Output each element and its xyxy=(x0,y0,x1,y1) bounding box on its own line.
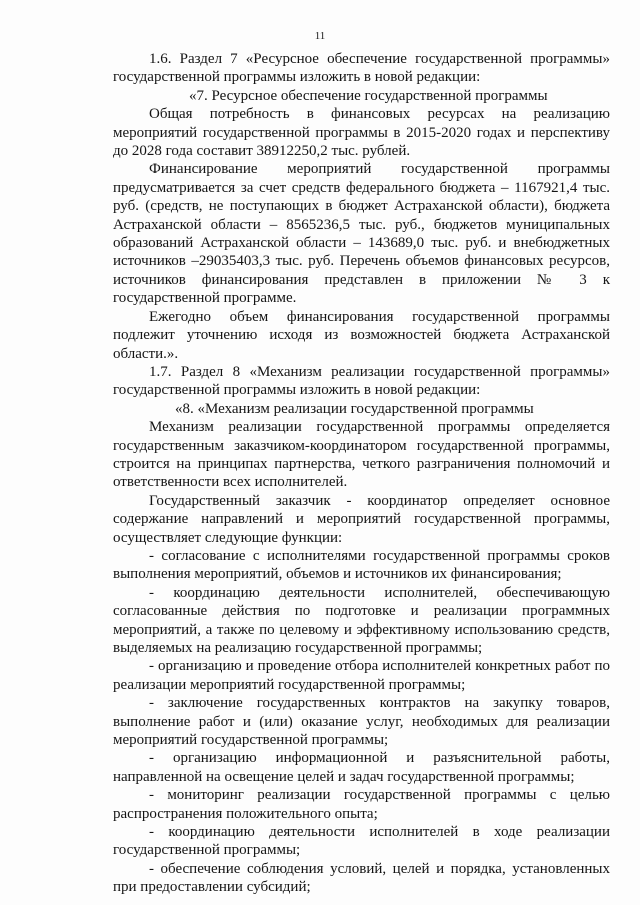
list-item-function: - согласование с исполнителями государственной программы сроков выполнения мероприятий, объемов и источников их финансирования; xyxy=(113,547,610,583)
paragraph-amendment-section-8: 1.7. Раздел 8 «Механизм реализации государственной программы» государственной программы изложить в новой редакции: xyxy=(113,363,610,399)
list-item-function: - мониторинг реализации государственной программы с целью распространения положительного опыта; xyxy=(113,787,610,822)
paragraph-amendment-section-7: 1.6. Раздел 7 «Ресурсное обеспечение государственной программы» государственной программы изложить в новой редакции: xyxy=(113,51,610,86)
paragraph-coordinator-functions: Государственный заказчик - координатор определяет основное содержание направлений и мероприятий государственной программы, осуществляет следующие функции: xyxy=(113,492,610,546)
document-body xyxy=(113,50,610,897)
paragraph-annual-adjustment: Ежегодно объем финансирования государственной программы подлежит уточнению исходя из возможностей бюджета Астраханской области.». xyxy=(113,308,610,362)
section-7-heading: «7. Ресурсное обеспечение государственной программы xyxy=(189,87,548,104)
paragraph-total-funding: Общая потребность в финансовых ресурсах на реализацию мероприятий государственной программы в 2015-2020 годах и перспективу до 2028 года составит 38912250,2 тыс. рублей. xyxy=(113,106,610,160)
list-item-function: - обеспечение соблюдения условий, целей и порядка, установленных при предоставлении субсидий; xyxy=(113,860,610,896)
page-number: 11 xyxy=(314,30,326,42)
list-item-function: - заключение государственных контрактов на закупку товаров, выполнение работ и (или) оказание услуг, необходимых для реализации мероприятий государственной программы; xyxy=(113,695,610,749)
section-8-heading: «8. «Механизм реализации государственной программы xyxy=(175,400,534,417)
list-item-function: - организацию информационной и разъяснительной работы, направленной на освещение целей и задач государственной программы; xyxy=(113,750,610,785)
paragraph-mechanism: Механизм реализации государственной программы определяется государственным заказчиком-координатором государственной программы, строится на принципах партнерства, четкого разграничения полномочий и ответственности всех исполнителей. xyxy=(113,419,610,491)
list-item-function: - координацию деятельности исполнителей, обеспечивающую согласованные действия по подготовке и реализации программных мероприятий, а также по целевому и эффективному использованию средств, выделяемых на реализацию государственной программы; xyxy=(113,584,610,656)
list-item-function: - организацию и проведение отбора исполнителей конкретных работ по реализации мероприятий государственной программы; xyxy=(113,658,610,693)
paragraph-funding-sources: Финансирование мероприятий государственной программы предусматривается за счет средств федерального бюджета – 1167921,4 тыс. руб. (средств, не поступающих в бюджет Астраханской области), бюджета Астраханской области – 8565236,5 тыс. руб., бюджетов муниципальных образований Астраханской области – 143689,0 тыс. руб. и внебюджетных источников –29035403,3 тыс. руб. Перечень объемов финансовых ресурсов, источников финансирования представлен в приложении № 3 к государственной программе. xyxy=(113,161,610,307)
list-item-function: - координацию деятельности исполнителей в ходе реализации государственной программы; xyxy=(113,824,610,859)
